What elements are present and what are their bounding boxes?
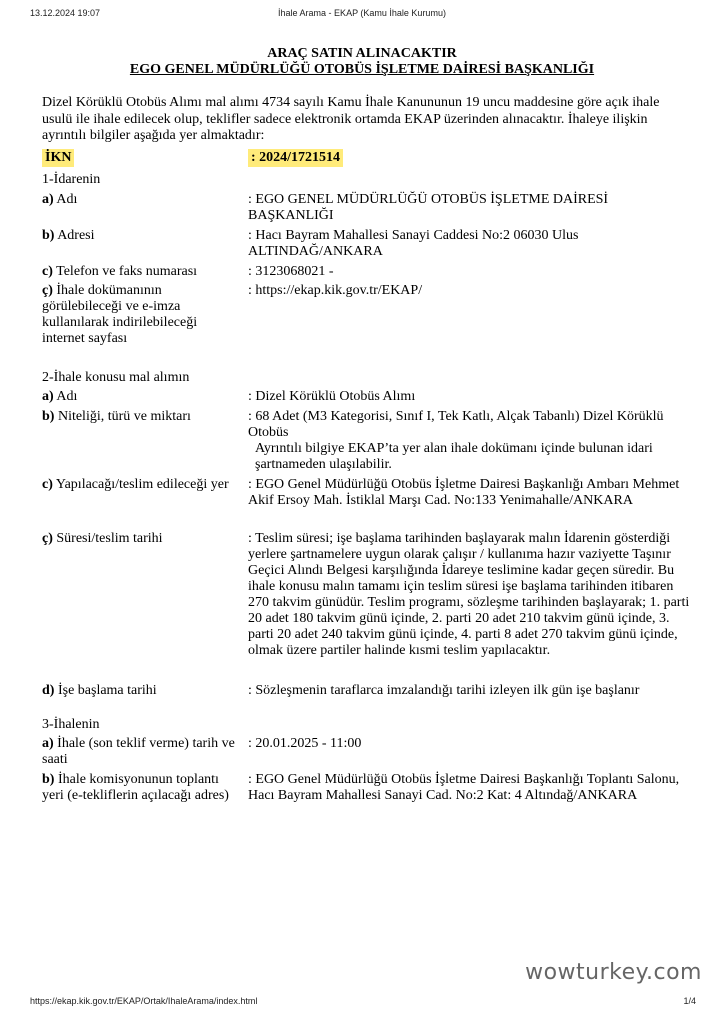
intro-paragraph: Dizel Körüklü Otobüs Alımı mal alımı 4734 sayılı Kamu İhale Kanununun 19 uncu maddesine göre açık ihale usulü ile ihale edilecek olup, teklifler sadece elektronik ortamda EKAP üzerinden alınacaktır. İhaleye ilişkin ayrıntılı bilgiler aşağıda yer almaktadır: [42,95,660,143]
field-row [42,409,692,475]
browser-print-header [0,0,724,22]
field-value: : 3123068021 - [248,264,334,279]
print-page-count: 1/4 [683,996,696,1006]
field-row [42,389,692,407]
document-subtitle: EGO GENEL MÜDÜRLÜĞÜ OTOBÜS İŞLETME DAİRESİ BAŞKANLIĞI [129,62,595,77]
print-datetime: 13.12.2024 19:07 [30,8,101,18]
ikn-label: İKN [42,149,74,167]
field-row [42,192,692,226]
field-label: b) Niteliği, türü ve miktarı [42,409,191,424]
field-value: : 68 Adet (M3 Kategorisi, Sınıf I, Tek Katlı, Alçak Tabanlı) Dizel Körüklü Otobüs Ayrıntılı bilgiye EKAP’ta yer alan ihale dokümanı içinde bulunan idari şartnameden ulaşılabilir. [248,409,664,472]
section-2-title: 2-İhale konusu mal alımın [42,370,190,385]
field-row [42,736,692,770]
field-value: : Sözleşmenin taraflarca imzalandığı tarihi izleyen ilk gün işe başlanır [248,683,640,698]
field-label: c) Yapılacağı/teslim edileceği yer [42,477,229,492]
field-row [42,477,692,527]
field-value: : Hacı Bayram Mahallesi Sanayi Caddesi No:2 06030 Ulus ALTINDAĞ/ANKARA [248,228,579,259]
document-title: ARAÇ SATIN ALINACAKTIR [267,46,457,61]
field-row [42,772,692,822]
field-row [42,228,692,262]
section-1-title: 1-İdarenin [42,172,101,187]
field-label: b) İhale komisyonunun toplantı yeri (e-tekliflerin açılacağı adres) [42,772,229,803]
field-label: a) Adı [42,389,78,404]
field-value: : EGO Genel Müdürlüğü Otobüs İşletme Dairesi Başkanlığı Toplantı Salonu, Hacı Bayram Mahallesi Sanayi Cad. No:2 Kat: 4 Altındağ/ANKARA [248,772,680,803]
watermark-text: wowturkey.com [525,960,702,985]
field-label: d) İşe başlama tarihi [42,683,157,698]
section-3-title: 3-İhalenin [42,717,100,732]
field-row [42,531,692,677]
print-url: https://ekap.kik.gov.tr/EKAP/Ortak/IhaleArama/index.html [30,996,258,1006]
field-row [42,683,692,701]
field-value: : Teslim süresi; işe başlama tarihinden başlayarak malın İdarenin gösterdiği yerlere şartnamelere uygun olarak çalışır / kullanıma hazır vaziyette Taşınır Geçici Alındı Belgesi karşılığında İdareye teslimine kadar geçen süredir. Bu ihale konusu malın tamamı için teslim süresi işe başlama tarihinden itibaren 270 takvim günüdür. Teslim programı, sözleşme tarihinden başlayarak; 1. parti 20 adet 180 takvim günü içinde, 2. parti 20 adet 210 takvim günü içinde, 3. parti 20 adet 240 takvim günü içinde, 4. parti 8 adet 270 takvim günü içinde, olmak üzere partiler halinde kısmi teslim yapılacaktır. [248,531,690,658]
document-titles [0,46,724,78]
browser-print-footer [0,992,724,1012]
print-page-title: İhale Arama - EKAP (Kamu İhale Kurumu) [278,8,446,18]
field-row [42,283,692,353]
field-label: ç) İhale dokümanının görülebileceği ve e-imza kullanılarak indirilebileceği internet sayfası [42,283,198,346]
field-value: : Dizel Körüklü Otobüs Alımı [248,389,416,404]
field-value: : EGO Genel Müdürlüğü Otobüs İşletme Dairesi Başkanlığı Ambarı Mehmet Akif Ersoy Mah. İstiklal Marşı Cad. No:133 Yenimahalle/ANKARA [248,477,680,508]
field-label: ç) Süresi/teslim tarihi [42,531,163,546]
field-label: a) Adı [42,192,78,207]
field-label: b) Adresi [42,228,95,243]
field-value: : https://ekap.kik.gov.tr/EKAP/ [248,283,423,298]
ikn-value: : 2024/1721514 [248,149,343,167]
field-label: a) İhale (son teklif verme) tarih ve saati [42,736,235,767]
field-label: c) Telefon ve faks numarası [42,264,198,279]
field-value: : 20.01.2025 - 11:00 [248,736,362,751]
field-value: : EGO GENEL MÜDÜRLÜĞÜ OTOBÜS İŞLETME DAİRESİ BAŞKANLIĞI [248,192,609,223]
field-row [42,264,692,282]
ikn-row [0,149,724,167]
